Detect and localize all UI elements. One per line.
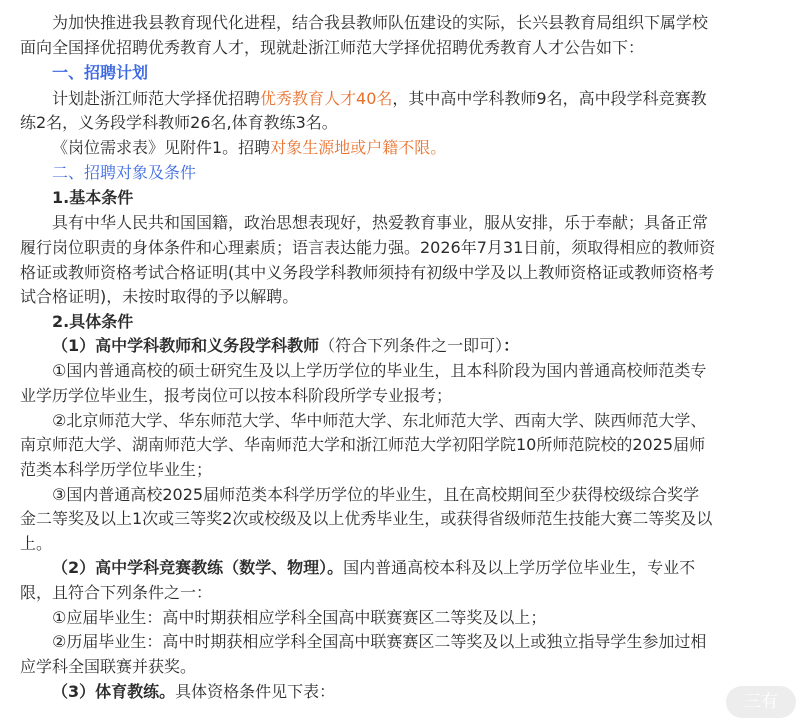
text-span: （1）高中学科教师和义务段学科教师	[52, 336, 320, 355]
text-line	[0, 457, 800, 482]
highlighted-text: 优秀教育人才40名	[260, 89, 393, 108]
text-line	[0, 580, 800, 605]
text-span: ③国内普通高校2025届师范类本科学历学位的毕业生，且在高校期间至少获得校级综合奖学	[52, 485, 700, 504]
text-span: 格证或教师资格考试合格证明(其中义务段学科教师须持有初级中学及以上教师资格证或教师资格考	[20, 263, 715, 282]
text-span: （2）高中学科竞赛教练（数学、物理）。	[52, 558, 344, 577]
text-line	[0, 86, 800, 111]
section-heading: 二、招聘对象及条件	[52, 163, 197, 182]
text-line	[0, 506, 800, 531]
text-span: 业学历学位毕业生，报考岗位可以按本科阶段所学专业报考；	[20, 386, 453, 405]
text-line	[0, 110, 800, 135]
text-line	[0, 333, 800, 358]
text-span: 范类本科学历学位毕业生；	[20, 460, 213, 479]
text-span: 练2名，义务段学科教师26名,体育教练3名。	[20, 113, 338, 132]
text-span: 南京师范大学、湖南师范大学、华南师范大学和浙江师范大学初阳学院10所师范院校的2025届师	[20, 435, 706, 454]
text-span: 试合格证明)，未按时取得的予以解聘。	[20, 287, 299, 306]
text-span: ②历届毕业生：高中时期获相应学科全国高中联赛赛区二等奖及以上或独立指导学生参加过相	[52, 632, 707, 651]
text-span: 具体资格条件见下表：	[175, 682, 336, 701]
text-span: ：	[503, 336, 520, 355]
text-span: （符合下列条件之一即可）	[319, 336, 504, 355]
text-line	[0, 10, 800, 35]
text-span: 国内普通高校本科及以上学历学位毕业生，专业不	[343, 558, 696, 577]
text-span: ，其中高中学科教师9名，高中段学科竞赛教	[392, 89, 707, 108]
text-line	[0, 605, 800, 630]
text-line	[0, 235, 800, 260]
text-span: 具有中华人民共和国国籍，政治思想表现好，热爱教育事业，服从安排，乐于奉献；具备正常	[52, 213, 709, 232]
text-span: 限，且符合下列条件之一：	[20, 583, 213, 602]
text-line	[0, 185, 800, 210]
text-span: 1.基本条件	[52, 188, 134, 207]
text-span: 2.具体条件	[52, 312, 134, 331]
text-span: 金二等奖及以上1次或三等奖2次或校级及以上优秀毕业生，或获得省级师范生技能大赛二等奖及以	[20, 509, 713, 528]
text-line	[0, 383, 800, 408]
text-line	[0, 284, 800, 309]
text-line	[0, 60, 800, 85]
text-span: 《岗位需求表》见附件1。招聘	[52, 138, 271, 157]
text-span: 应学科全国联赛并获奖。	[20, 657, 197, 676]
text-line	[0, 482, 800, 507]
text-line	[0, 260, 800, 285]
text-line	[0, 531, 800, 556]
text-span: 计划赴浙江师范大学择优招聘	[52, 89, 261, 108]
text-span: 面向全国择优招聘优秀教育人才，现就赴浙江师范大学择优招聘优秀教育人才公告如下：	[20, 38, 645, 57]
text-line	[0, 309, 800, 334]
text-line	[0, 135, 800, 160]
text-line	[0, 160, 800, 185]
text-line	[0, 555, 800, 580]
text-line	[0, 679, 800, 704]
text-line	[0, 629, 800, 654]
text-line	[0, 35, 800, 60]
watermark-logo: 三有	[726, 686, 796, 718]
text-line	[0, 408, 800, 433]
text-span: 上。	[20, 534, 53, 553]
text-line	[0, 432, 800, 457]
text-span: ①应届毕业生：高中时期获相应学科全国高中联赛赛区二等奖及以上；	[52, 608, 547, 627]
text-line	[0, 358, 800, 383]
text-span: ①国内普通高校的硕士研究生及以上学历学位的毕业生，且本科阶段为国内普通高校师范类专	[52, 361, 707, 380]
text-span: 为加快推进我县教育现代化进程，结合我县教师队伍建设的实际，长兴县教育局组织下属学校	[52, 13, 709, 32]
text-line	[0, 210, 800, 235]
text-span: 履行岗位职责的身体条件和心理素质；语言表达能力强。2026年7月31日前，须取得相应的教师资	[20, 238, 716, 257]
text-line	[0, 654, 800, 679]
section-heading: 一、招聘计划	[52, 63, 149, 82]
text-span: ②北京师范大学、华东师范大学、华中师范大学、东北师范大学、西南大学、陕西师范大学、	[52, 411, 707, 430]
text-span: （3）体育教练。	[52, 682, 176, 701]
highlighted-text: 对象生源地或户籍不限。	[270, 138, 447, 157]
